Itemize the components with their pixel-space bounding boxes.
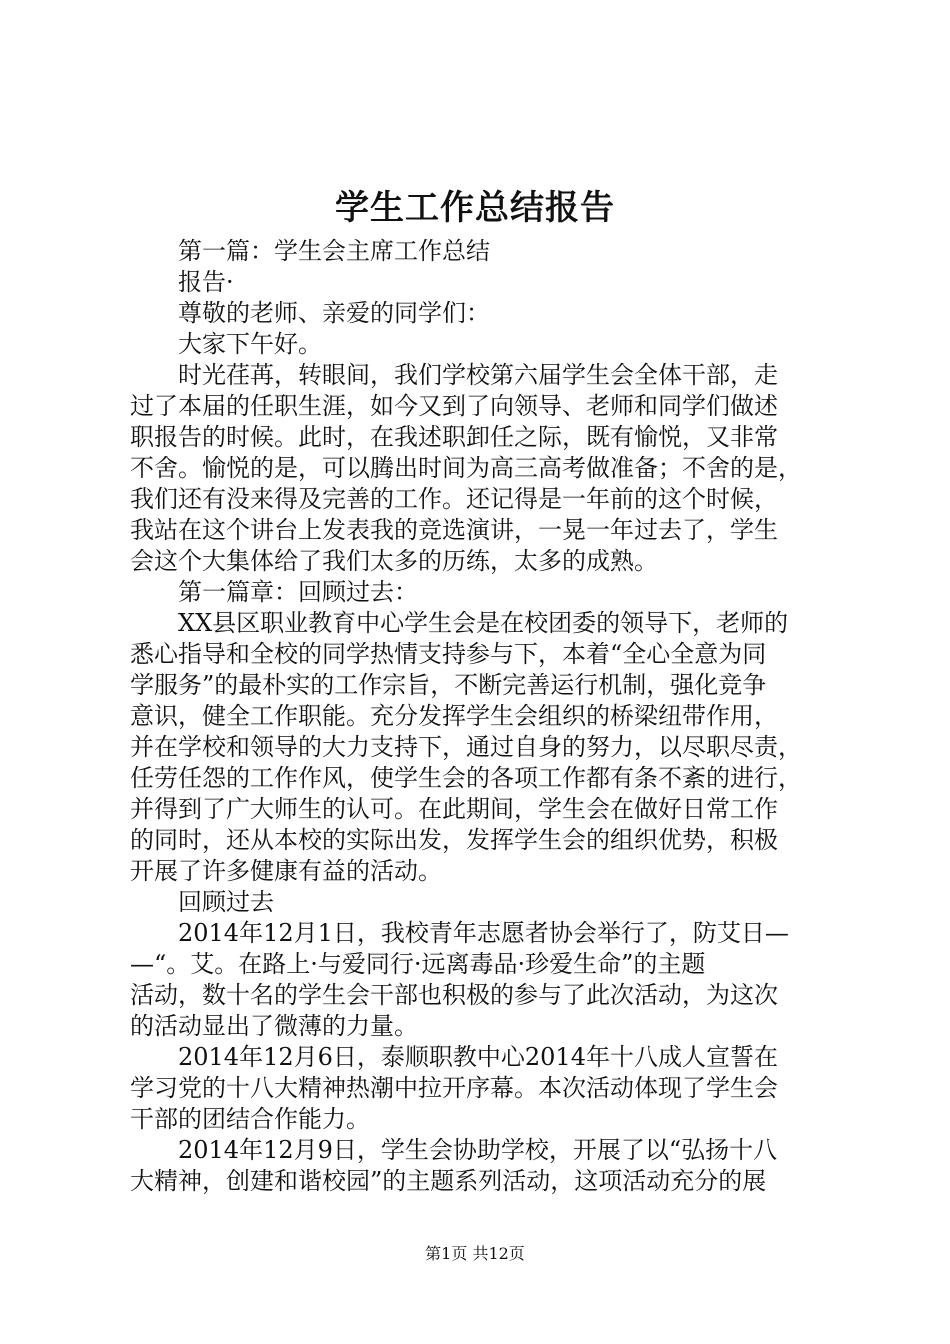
paragraph-line: 2014年12月9日，学生会协助学校，开展了以“弘扬十八 [178, 1136, 778, 1164]
paragraph-line: 学习党的十八大精神热潮中拉开序幕。本次活动体现了学生会 [130, 1074, 778, 1102]
paragraph-line: 2014年12月6日，泰顺职教中心2014年十八成人宣誓在 [178, 1043, 778, 1071]
paragraph-line: 尊敬的老师、亲爱的同学们： [178, 299, 490, 327]
document-body [130, 236, 830, 1197]
paragraph-line: 职报告的时候。此时，在我述职卸任之际，既有愉悦，又非常 [130, 423, 778, 451]
paragraph-line: 会这个大集体给了我们太多的历练，太多的成熟。 [130, 547, 658, 575]
paragraph-line: 任劳任怨的工作作风，使学生会的各项工作都有条不紊的进行， [130, 764, 802, 792]
paragraph-line: 的活动显出了微薄的力量。 [130, 1012, 418, 1040]
paragraph-line: 第一篇章：回顾过去： [178, 578, 418, 606]
document-title: 学生工作总结报告 [335, 188, 615, 228]
page-number-footer: 第1页 共12页 [425, 1244, 525, 1263]
paragraph-line: 的同时，还从本校的实际出发，发挥学生会的组织优势，积极 [130, 826, 778, 854]
paragraph-line: 2014年12月1日，我校青年志愿者协会举行了，防艾日— [178, 919, 789, 947]
paragraph-line: 第一篇：学生会主席工作总结 [178, 237, 490, 265]
paragraph-line: 报告· [178, 268, 234, 296]
paragraph-line: 大精神，创建和谐校园”的主题系列活动，这项活动充分的展 [130, 1167, 767, 1195]
paragraph-line: 不舍。愉悦的是，可以腾出时间为高三高考做准备；不舍的是， [130, 454, 802, 482]
paragraph-line: 悉心指导和全校的同学热情支持参与下，本着“全心全意为同 [130, 640, 767, 668]
paragraph-line: 我站在这个讲台上发表我的竞选演讲，一晃一年过去了，学生 [130, 516, 778, 544]
paragraph-line: 活动，数十名的学生会干部也积极的参与了此次活动，为这次 [130, 981, 778, 1009]
paragraph-line: —“。艾。在路上·与爱同行·远离毒品·珍爱生命”的主题 [130, 950, 706, 978]
paragraph-line: XX县区职业教育中心学生会是在校团委的领导下，老师的 [178, 609, 789, 637]
paragraph-line: 并在学校和领导的大力支持下，通过自身的努力，以尽职尽责， [130, 733, 802, 761]
paragraph-line: 意识，健全工作职能。充分发挥学生会组织的桥梁纽带作用， [130, 702, 778, 730]
paragraph-line: 我们还有没来得及完善的工作。还记得是一年前的这个时候， [130, 485, 778, 513]
paragraph-line: 回顾过去 [178, 888, 274, 916]
paragraph-line: 开展了许多健康有益的活动。 [130, 857, 442, 885]
paragraph-line: 大家下午好。 [178, 330, 322, 358]
paragraph-line: 过了本届的任职生涯，如今又到了向领导、老师和同学们做述 [130, 392, 778, 420]
paragraph-line: 时光荏苒，转眼间，我们学校第六届学生会全体干部，走 [178, 361, 778, 389]
paragraph-line: 并得到了广大师生的认可。在此期间，学生会在做好日常工作 [130, 795, 778, 823]
paragraph-line: 学服务”的最朴实的工作宗旨，不断完善运行机制，强化竞争 [130, 671, 767, 699]
paragraph-line: 干部的团结合作能力。 [130, 1105, 370, 1133]
